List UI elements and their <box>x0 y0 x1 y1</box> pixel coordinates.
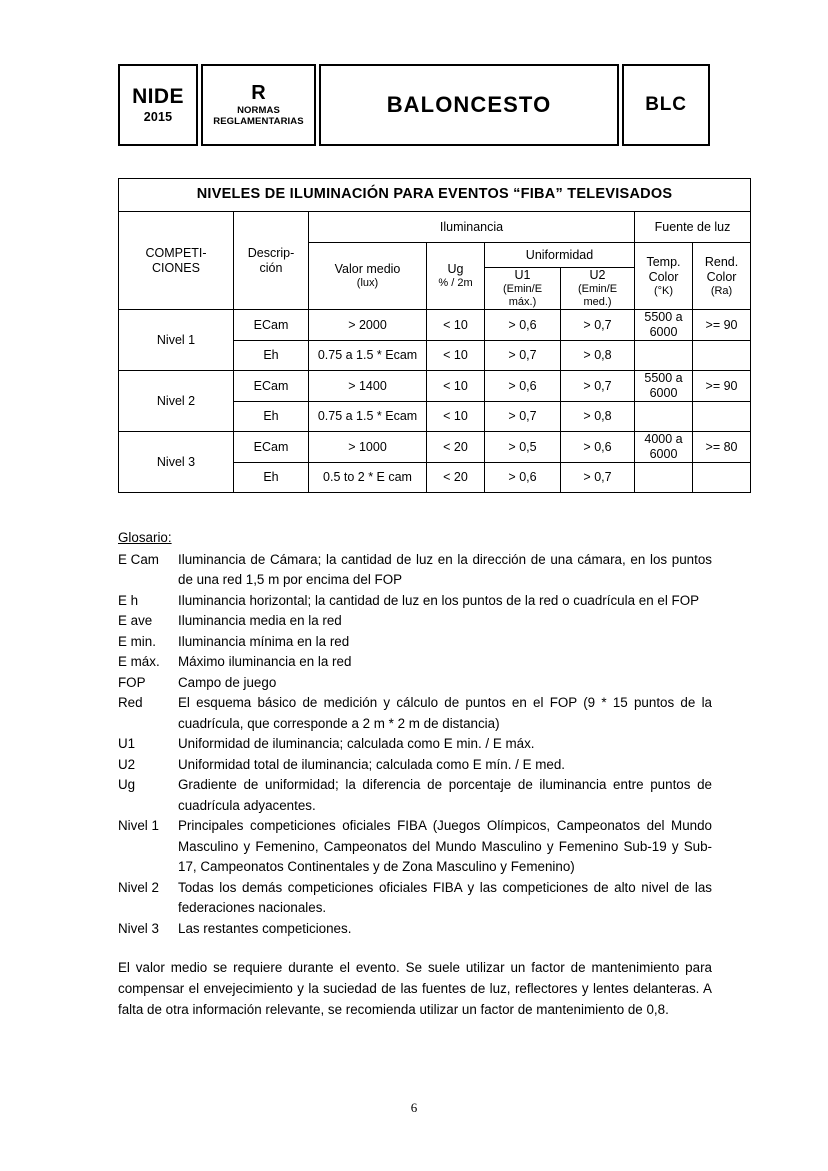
row-level-label: Nivel 2 <box>119 371 234 432</box>
glossary-term: Ug <box>118 777 136 792</box>
glossary-definition: Iluminancia mínima en la red <box>178 633 350 649</box>
glossary-term: Nivel 2 <box>118 879 159 895</box>
glossary-term: E Cam <box>118 551 159 567</box>
list-item <box>118 693 712 734</box>
glossary-term: FOP <box>118 674 146 690</box>
header-rend-color-line2: Color <box>706 269 737 284</box>
table-title: NIVELES DE ILUMINACIÓN PARA EVENTOS “FIBA” TELEVISADOS <box>119 179 751 212</box>
row-u2: > 0,8 <box>561 402 635 432</box>
header-fuente-de-luz: Fuente de luz <box>635 212 751 243</box>
list-item <box>118 550 712 591</box>
glossary-term: E min. <box>118 633 156 649</box>
row-rend-color: >= 90 <box>693 371 751 402</box>
glossary-term: U1 <box>118 736 136 751</box>
lighting-levels-table <box>118 178 751 493</box>
header-u1-line1: U1 <box>514 268 531 282</box>
glossary-definition: Las restantes competiciones. <box>178 920 352 936</box>
row-u1: > 0,6 <box>485 371 561 402</box>
row-ug: < 10 <box>427 371 485 402</box>
row-descripcion: ECam <box>234 310 309 341</box>
header-temp-color <box>635 243 693 310</box>
header-u2-line3: med.) <box>583 296 612 309</box>
header-valor-medio <box>309 243 427 310</box>
table-row <box>119 371 751 402</box>
sport-code-cell <box>622 64 710 146</box>
header-temp-color-units: (°K) <box>653 284 674 297</box>
header-u1-line3: máx.) <box>508 296 537 309</box>
header-descripcion-line1: Descrip- <box>247 245 295 260</box>
header-ug-line1: Ug <box>447 262 464 277</box>
list-item <box>118 611 712 632</box>
table-row <box>119 310 751 341</box>
page-number: 6 <box>410 1100 418 1115</box>
row-temp-color <box>635 310 693 341</box>
glossary-definition: Iluminancia de Cámara; la cantidad de luz en la dirección de una cámara, en los puntos de una red 1,5 m por encima del FOP <box>178 551 712 587</box>
row-temp-color-line2: 6000 <box>649 325 678 340</box>
row-u2: > 0,7 <box>561 371 635 402</box>
header-ug-units: % / 2m <box>438 277 473 290</box>
list-item <box>118 919 712 940</box>
row-level-label: Nivel 1 <box>119 310 234 371</box>
row-u1: > 0,6 <box>485 463 561 493</box>
row-descripcion: Eh <box>234 463 309 493</box>
glossary-definition: Iluminancia horizontal; la cantidad de luz en los puntos de la red o cuadrícula en el FOP <box>178 592 700 608</box>
row-temp-color-empty <box>635 402 693 432</box>
row-temp-color-line1: 5500 a <box>644 310 683 325</box>
list-item <box>118 775 712 816</box>
header-ug <box>427 243 485 310</box>
glossary-section <box>118 528 712 1020</box>
normas-line-2: REGLAMENTARIAS <box>213 116 304 127</box>
row-descripcion: ECam <box>234 432 309 463</box>
row-rend-color: >= 90 <box>693 310 751 341</box>
row-valor-medio: > 1400 <box>309 371 427 402</box>
glossary-term: E ave <box>118 613 153 628</box>
normas-line-1: NORMAS <box>237 104 280 116</box>
row-u1: > 0,6 <box>485 310 561 341</box>
glossary-definition: Campo de juego <box>178 674 277 690</box>
sport-code-label: BLC <box>645 94 687 115</box>
table-title-row <box>119 179 751 212</box>
row-descripcion: Eh <box>234 341 309 371</box>
nide-year-label: 2015 <box>143 110 173 125</box>
row-rend-color: >= 80 <box>693 432 751 463</box>
header-u1-line2: (Emin/E <box>502 283 543 295</box>
document-header-band <box>118 64 710 146</box>
glossary-term: E h <box>118 592 139 608</box>
row-temp-color-empty <box>635 463 693 493</box>
header-valor-medio-line1: Valor medio <box>334 262 401 277</box>
row-level-label: Nivel 3 <box>119 432 234 493</box>
list-item <box>118 632 712 653</box>
glossary-definition: Gradiente de uniformidad; la diferencia de porcentaje de iluminancia entre puntos de cuadrícula adyacentes. <box>178 777 712 813</box>
row-rend-color-empty <box>693 402 751 432</box>
row-temp-color <box>635 432 693 463</box>
row-temp-color-line2: 6000 <box>649 447 678 462</box>
row-temp-color-line1: 4000 a <box>644 432 683 447</box>
header-temp-color-line1: Temp. <box>646 254 681 269</box>
row-u2: > 0,8 <box>561 341 635 371</box>
row-ug: < 10 <box>427 402 485 432</box>
sport-title-label: BALONCESTO <box>386 92 552 117</box>
row-valor-medio: 0.5 to 2 * E cam <box>309 463 427 493</box>
row-u1: > 0,5 <box>485 432 561 463</box>
row-u2: > 0,7 <box>561 463 635 493</box>
list-item <box>118 652 712 673</box>
glossary-definition: Uniformidad de iluminancia; calculada como E min. / E máx. <box>178 736 535 751</box>
glossary-definition: Todas los demás competiciones oficiales FIBA y las competiciones de alto nivel de las federaciones nacionales. <box>178 879 712 915</box>
row-rend-color-empty <box>693 341 751 371</box>
header-row-group-1 <box>119 212 751 243</box>
list-item <box>118 755 712 776</box>
header-rend-color <box>693 243 751 310</box>
header-competiciones-line1: COMPETI- <box>145 245 207 260</box>
row-valor-medio: 0.75 a 1.5 * Ecam <box>309 402 427 432</box>
nide-brand-cell <box>118 64 198 146</box>
glossary-term: U2 <box>118 756 136 772</box>
list-item <box>118 591 712 612</box>
row-rend-color-empty <box>693 463 751 493</box>
list-item <box>118 673 712 694</box>
row-temp-color-line1: 5500 a <box>644 371 683 386</box>
header-descripcion-line2: ción <box>259 260 283 275</box>
glossary-term: Nivel 3 <box>118 920 159 936</box>
list-item <box>118 878 712 919</box>
row-valor-medio: > 2000 <box>309 310 427 341</box>
normas-letter: R <box>251 81 266 104</box>
glossary-definition: Iluminancia media en la red <box>178 613 342 628</box>
list-item <box>118 734 712 755</box>
row-u1: > 0,7 <box>485 402 561 432</box>
row-ug: < 10 <box>427 341 485 371</box>
row-u1: > 0,7 <box>485 341 561 371</box>
header-u2 <box>561 268 635 310</box>
glossary-definition: Principales competiciones oficiales FIBA (Juegos Olímpicos, Campeonatos del Mundo Masculino y Femenino, Campeonatos del Mundo Masculino y Femenino Sub-19 y Sub-17, Campeonatos Continentales y de Zona Masculino y Femenino) <box>178 818 712 874</box>
row-valor-medio: > 1000 <box>309 432 427 463</box>
header-u1 <box>485 268 561 310</box>
row-ug: < 10 <box>427 310 485 341</box>
table-row <box>119 432 751 463</box>
row-descripcion: Eh <box>234 402 309 432</box>
header-rend-color-units: (Ra) <box>710 284 733 297</box>
header-competiciones-line2: CIONES <box>152 260 200 275</box>
row-temp-color <box>635 371 693 402</box>
nide-brand-label: NIDE <box>132 84 184 108</box>
row-u2: > 0,7 <box>561 310 635 341</box>
header-competiciones <box>119 212 234 310</box>
glossary-term: E máx. <box>118 654 160 669</box>
header-u2-line1: U2 <box>589 268 606 282</box>
header-u2-line2: (Emin/E <box>577 283 618 295</box>
header-descripcion <box>234 212 309 310</box>
glossary-definition: Uniformidad total de iluminancia; calculada como E mín. / E med. <box>178 756 566 772</box>
glossary-heading: Glosario: <box>118 530 172 545</box>
glossary-term: Nivel 1 <box>118 818 159 833</box>
row-ug: < 20 <box>427 432 485 463</box>
closing-paragraph: El valor medio se requiere durante el evento. Se suele utilizar un factor de mantenimiento para compensar el envejecimiento y la suciedad de las fuentes de luz, reflectores y lentes delanteras. A falta de otra información relevante, se recomienda utilizar un factor de mantenimiento de 0,8. <box>118 960 712 1017</box>
header-uniformidad: Uniformidad <box>485 243 635 268</box>
header-iluminancia: Iluminancia <box>309 212 635 243</box>
row-descripcion: ECam <box>234 371 309 402</box>
row-temp-color-empty <box>635 341 693 371</box>
glossary-term: Red <box>118 695 143 710</box>
row-u2: > 0,6 <box>561 432 635 463</box>
header-valor-medio-units: (lux) <box>356 277 379 290</box>
row-valor-medio: 0.75 a 1.5 * Ecam <box>309 341 427 371</box>
sport-title-cell <box>319 64 619 146</box>
normas-cell <box>201 64 316 146</box>
header-rend-color-line1: Rend. <box>704 254 739 269</box>
row-ug: < 20 <box>427 463 485 493</box>
glossary-definition: Máximo iluminancia en la red <box>178 654 352 669</box>
header-temp-color-line2: Color <box>648 269 679 284</box>
glossary-definition: El esquema básico de medición y cálculo de puntos en el FOP (9 * 15 puntos de la cuadrícula, que corresponde a 2 m * 2 m de distancia) <box>178 695 712 731</box>
list-item <box>118 816 712 878</box>
row-temp-color-line2: 6000 <box>649 386 678 401</box>
